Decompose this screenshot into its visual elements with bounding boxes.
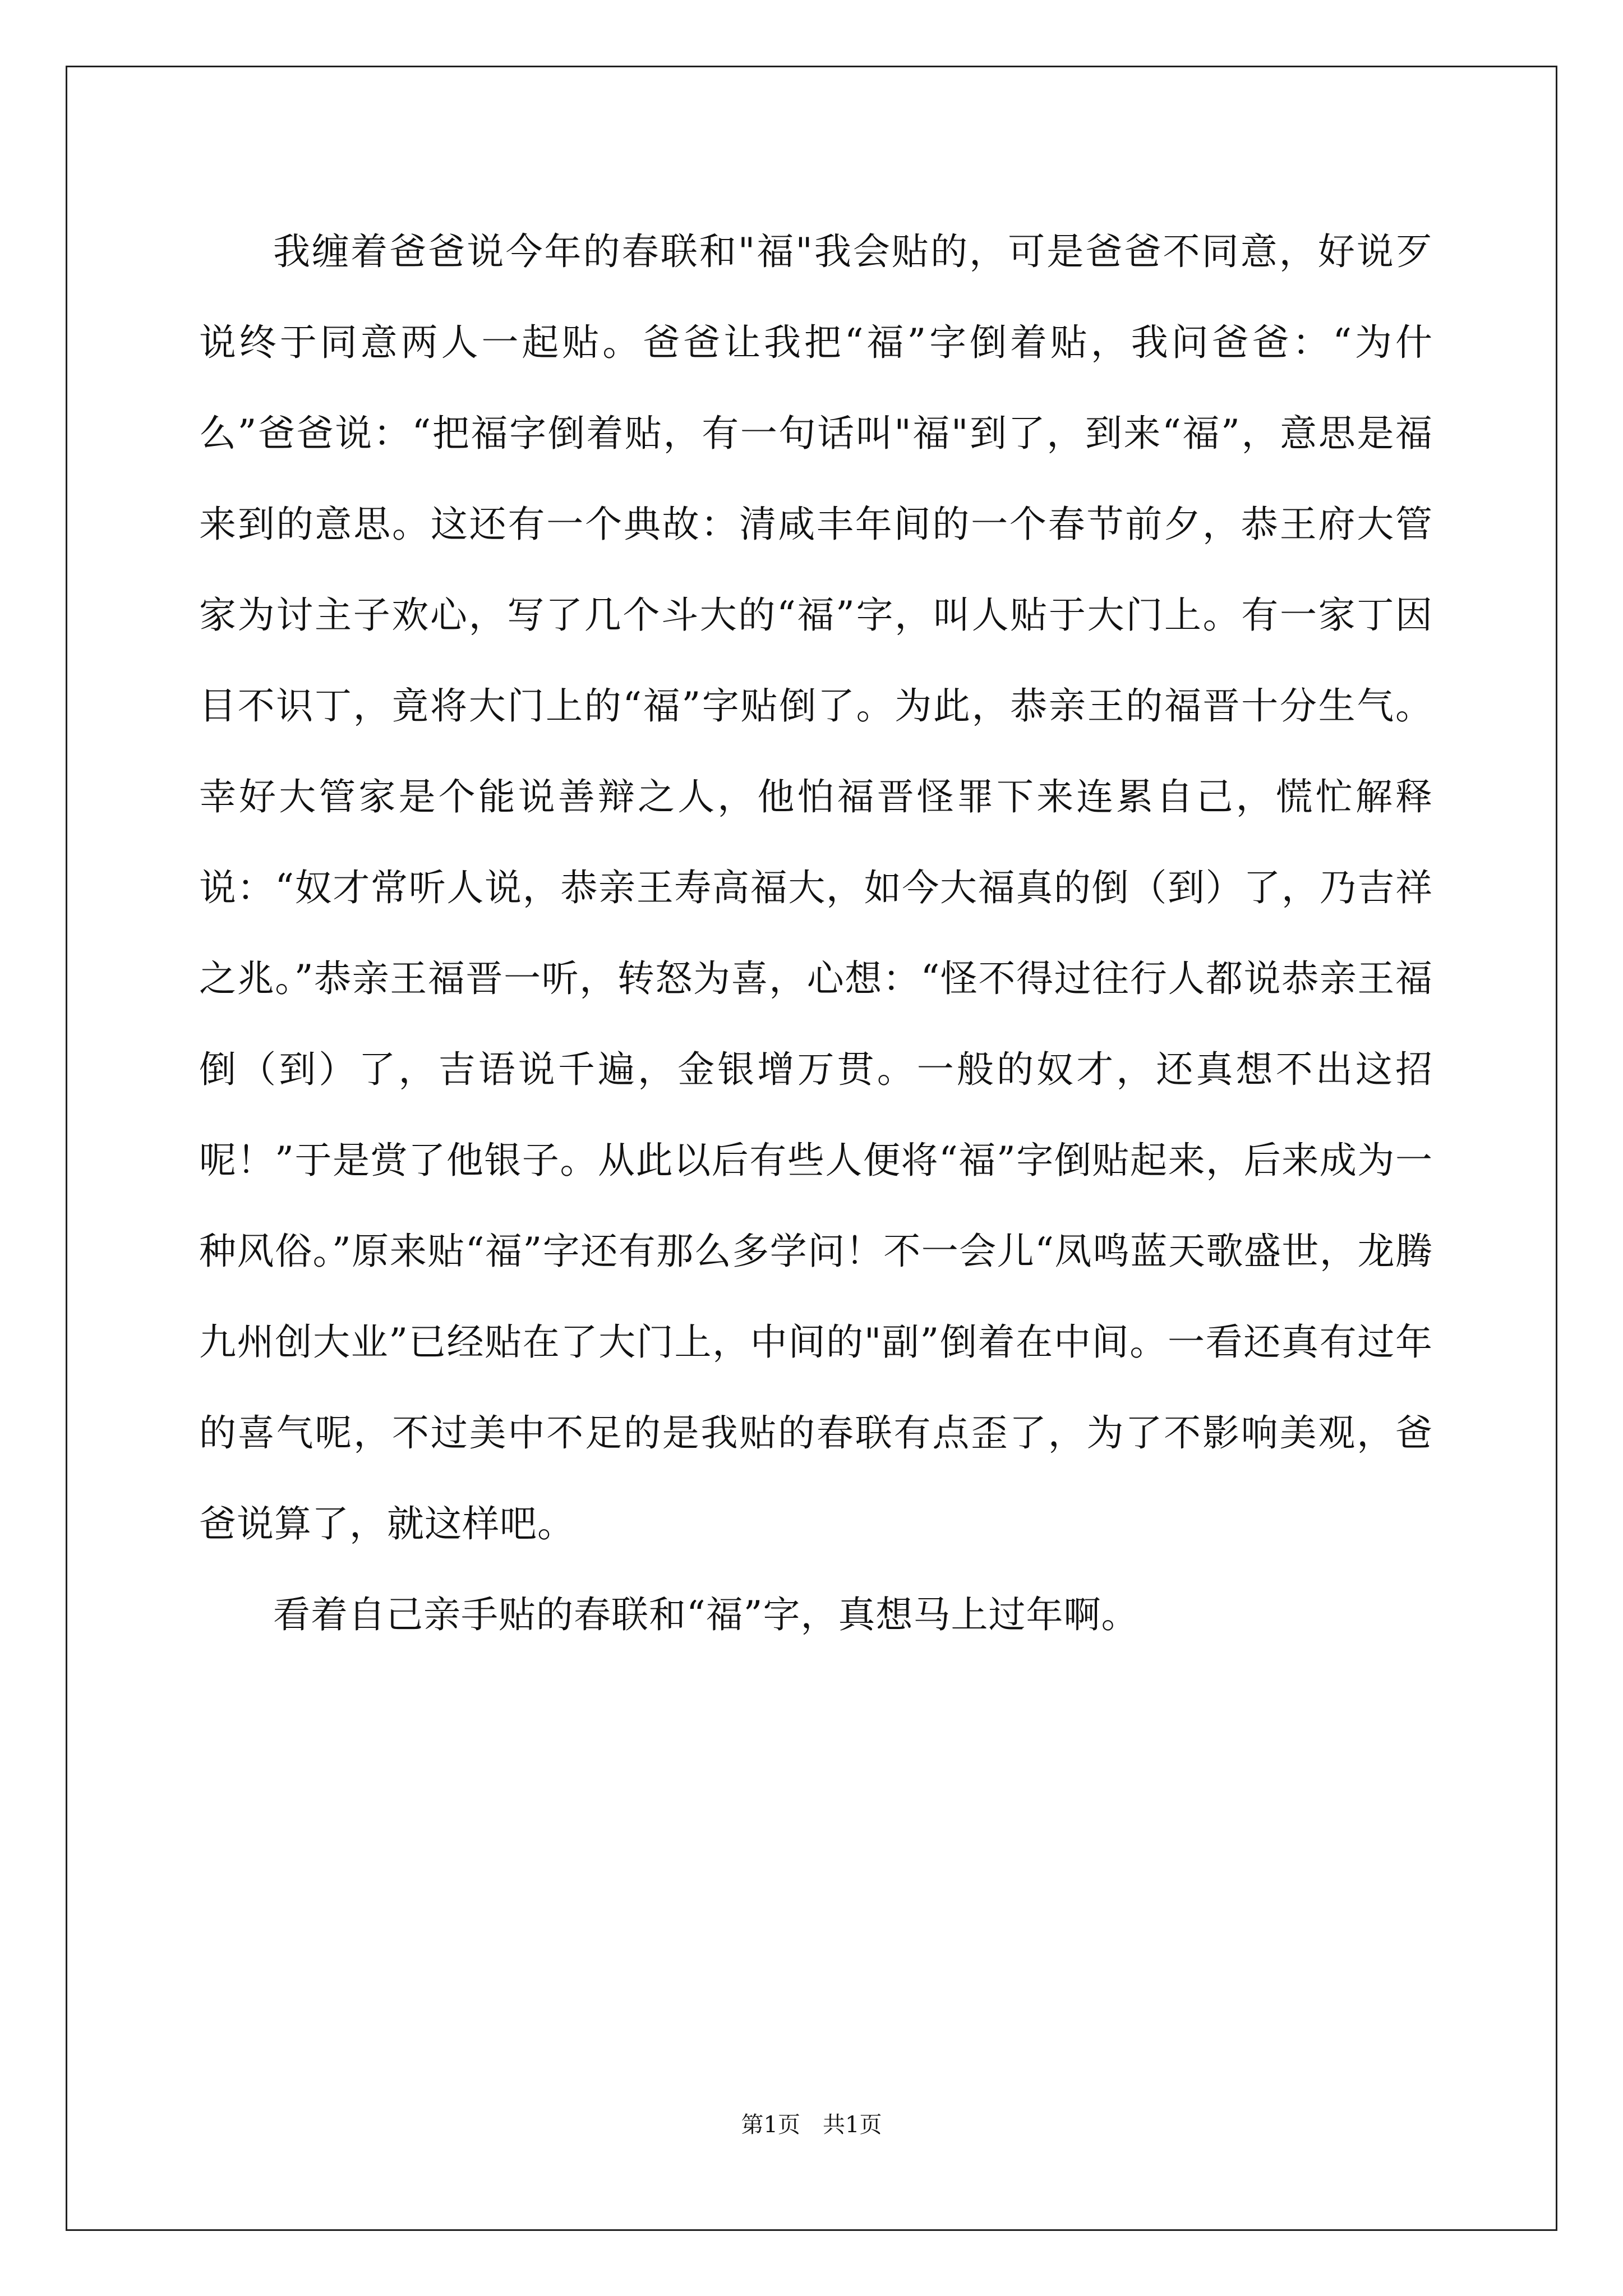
page-number-footer: 第1页 共1页: [741, 2112, 882, 2138]
document-body: [199, 206, 1433, 1660]
paragraph-1: 我缠着爸爸说今年的春联和"福"我会贴的，可是爸爸不同意，好说歹说终于同意两人一起贴。爸爸让我把“福”字倒着贴，我问爸爸：“为什么”爸爸说：“把福字倒着贴，有一句话叫"福"到了，到来“福”，意思是福来到的意思。这还有一个典故：清咸丰年间的一个春节前夕，恭王府大管家为讨主子欢心，写了几个斗大的“福”字，叫人贴于大门上。有一家丁因目不识丁，竟将大门上的“福”字贴倒了。为此，恭亲王的福晋十分生气。幸好大管家是个能说善辩之人，他怕福晋怪罪下来连累自己，慌忙解释说：“奴才常听人说，恭亲王寿高福大，如今大福真的倒（到）了，乃吉祥之兆。”恭亲王福晋一听，转怒为喜，心想：“怪不得过往行人都说恭亲王福倒（到）了，吉语说千遍，金银增万贯。一般的奴才，还真想不出这招呢！”于是赏了他银子。从此以后有些人便将“福”字倒贴起来，后来成为一种风俗。”原来贴“福”字还有那么多学问！不一会儿“凤鸣蓝天歌盛世，龙腾九州创大业”已经贴在了大门上，中间的"副”倒着在中间。一看还真有过年的喜气呢，不过美中不足的是我贴的春联有点歪了，为了不影响美观，爸爸说算了，就这样吧。: [199, 230, 1433, 1545]
paragraph-2: 看着自己亲手贴的春联和“福”字，真想马上过年啊。: [273, 1593, 1139, 1636]
